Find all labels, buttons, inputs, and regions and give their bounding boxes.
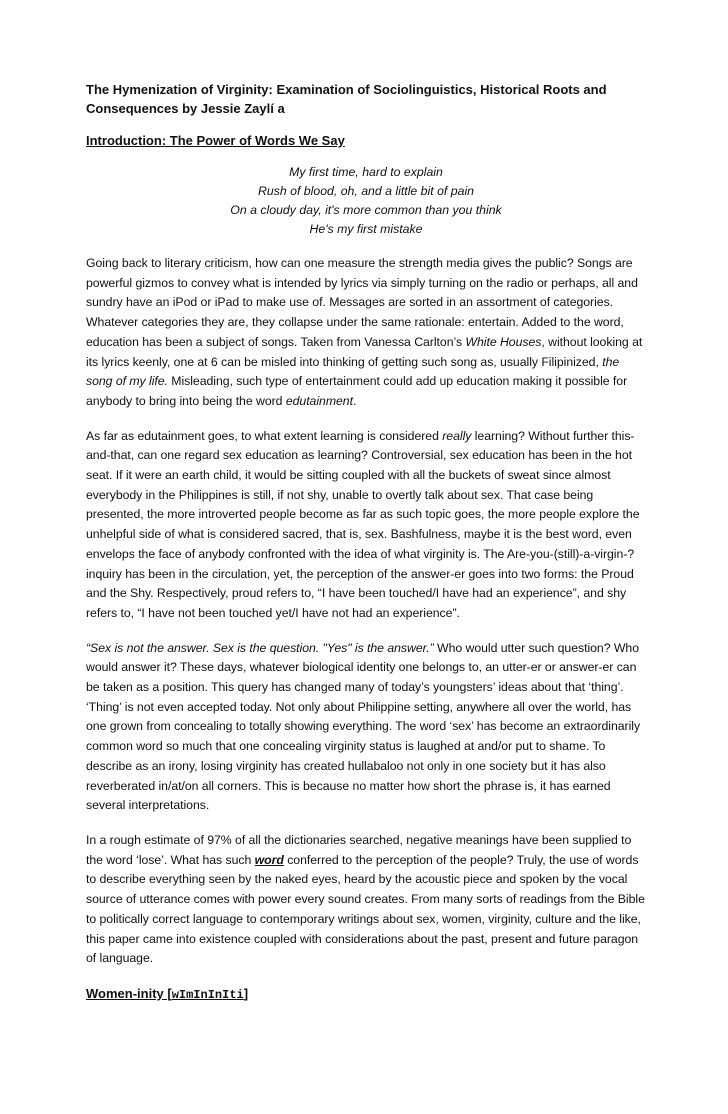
p1-song-title: White Houses xyxy=(465,334,542,349)
paragraph-2 xyxy=(86,427,646,624)
p3-text-b: Who would utter such question? Who would answer it? These days, whatever biological identity one belongs to, an utter-er or answer-er can be taken as a position. This query has changed many of today’s youngsters’ ideas about that ‘thing’. ‘Thing’ is not even accepted today. Not only about Philippine setting, anywhere all over the world, has one grown from concealing to totally showing everything. The word ‘sex’ has become an extraordinarily common word so much that one concealing virginity status is laughed at and/or put to shame. To describe as an irony, losing virginity has created hullabaloo not only in one society but it has also reverberated in/at/on all corners. This is because no matter how short the phrase is, it has earned several interpretations. xyxy=(86,640,641,813)
lyric-line: He's my first mistake xyxy=(309,222,423,236)
p2-text-a: As far as edutainment goes, to what extent learning is considered xyxy=(86,428,443,443)
heading-text: Women-inity [ xyxy=(86,985,172,1001)
p4-text-a: In a rough estimate of 97% of all the dictionaries searched, negative meanings have been supplied to the word ‘lose’. What has such xyxy=(86,832,632,867)
women-inity-heading xyxy=(86,984,646,1005)
title-line-2: Consequences by Jessie Zaylí a xyxy=(86,101,285,116)
intro-heading: Introduction: The Power of Words We Say xyxy=(86,133,345,148)
paragraph-3 xyxy=(86,639,646,816)
lyric-line: Rush of blood, oh, and a little bit of pain xyxy=(257,184,475,198)
p2-text-c: learning? Without further this-and-that, can one regard sex education as learning? Controversial, sex education has been in the hot seat. If it were an earth child, it would be sitting coupled with all the buckets of sweat since almost everybody in the Philippines is still, if not shy, unable to overtly talk about sex. That case being presented, the more introverted people become as far as such topic goes, the more people explore the unhelpful side of what is considered sacred, that is, sex. Bashfulness, maybe it is the best word, even envelops the face of anybody confronted with the idea of what virginity is. The Are-you-(still)-a-virgin-? inquiry has been in the circulation, yet, the perception of the answer-er goes into two forms: the Proud and the Shy. Respectively, proud refers to, “I have been touched/I have had an experience”, and shy refers to, “I have not been touched yet/I have not had an experience”. xyxy=(86,428,640,620)
paragraph-4 xyxy=(86,831,646,969)
paragraph-1 xyxy=(86,254,646,412)
p1-text-e: Misleading, such type of entertainment could add up education making it possible for anybody to bring into being the word xyxy=(86,374,628,408)
document-content xyxy=(86,80,646,1005)
heading-bracket: ] xyxy=(243,985,249,1001)
lyric-line: On a cloudy day, it's more common than you think xyxy=(230,203,502,217)
p3-quote: “Sex is not the answer. Sex is the question. "Yes" is the answer.” xyxy=(86,640,434,655)
ipa-transcription: wImInInIti xyxy=(171,987,244,1002)
p1-text-a: Going back to literary criticism, how can one measure the strength media gives the public? Songs are powerful gizmos to convey what is intended by lyrics via simply turning on the radio or perhaps, all and sundry have an iPod or iPad to make use of. Messages are sorted in an assortment of categories. Whatever categories they are, they collapse under the same rationale: entertain. Added to the word, education has been a subject of songs. Taken from Vanessa Carlton’s xyxy=(86,256,638,349)
p4-text-c: conferred to the perception of the people? Truly, the use of words to describe everything seen by the naked eyes, heard by the acoustic piece and spoken by the vocal source of utterance comes with power every sound creates. From many sorts of readings from the Bible to politically correct language to contemporary writings about sex, women, virginity, culture and the like, this paper came into existence coupled with considerations about the past, present and future paragon of language. xyxy=(86,852,645,966)
p4-word: word xyxy=(254,852,284,867)
paper-title xyxy=(86,80,646,118)
p1-song-phrase: the song of my life. xyxy=(86,354,620,389)
song-lyrics xyxy=(86,163,646,239)
p1-text-c: , without looking at its lyrics keenly, one at 6 can be misled into thinking of getting such song as, usually Filipinized, xyxy=(86,334,643,369)
p2-really: really xyxy=(442,428,472,443)
title-line-1: The Hymenization of Virginity: Examination of Sociolinguistics, Historical Roots and xyxy=(86,82,607,97)
p1-text-g: . xyxy=(352,393,357,408)
p1-edutainment: edutainment xyxy=(285,393,353,408)
lyric-line: My first time, hard to explain xyxy=(289,165,443,179)
